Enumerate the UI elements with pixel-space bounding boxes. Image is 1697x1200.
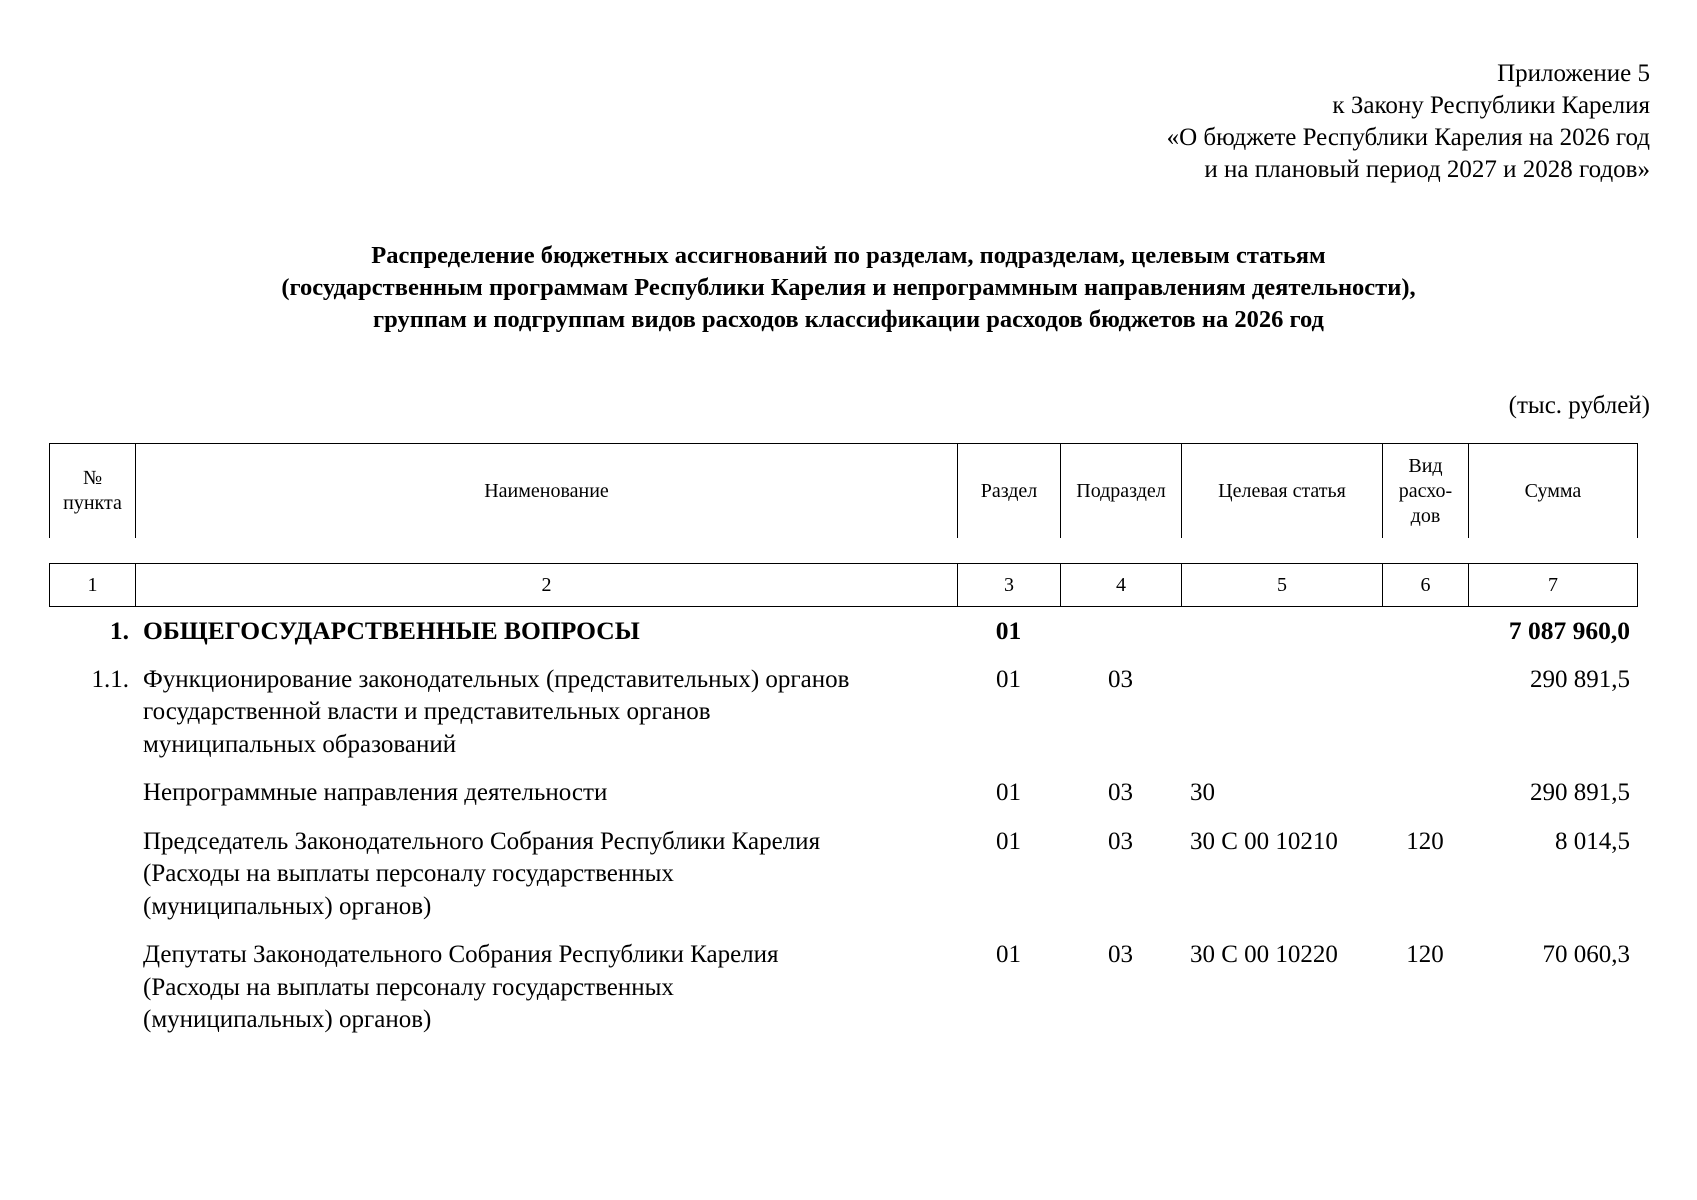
column-number: 4 [1060,564,1181,606]
title-line: Распределение бюджетных ассигнований по разделам, подразделам, целевым статьям [371,242,1326,269]
row-name [135,826,957,924]
header-target: Целевая статья [1181,444,1382,538]
row-section: 01 [996,941,1021,968]
row-target [1181,664,1382,762]
title-line: (государственным программам Республики Карелия и непрограммным направлениям деятельности), [281,274,1416,301]
row-name-line: государственной власти и представительных органов [143,698,711,725]
header-name: Наименование [135,444,957,538]
row-name-line: муниципальных образований [143,730,457,758]
column-number: 5 [1181,564,1382,606]
header-section: Раздел [957,444,1060,538]
row-subsection: 03 [1108,665,1133,693]
row-type [1382,615,1468,648]
row-subsection: 03 [1108,827,1133,855]
row-sum: 290 891,5 [1530,779,1630,806]
header-type-line: Вид [1408,454,1443,477]
row-target: 30 [1190,779,1215,806]
row-section: 01 [995,616,1022,645]
row-name-line: (Расходы на выплаты персоналу государственных [143,860,674,887]
table-row [49,664,1638,762]
row-name: Непрограммные направления деятельности [143,779,608,806]
appendix-reference [1167,58,1650,186]
appendix-line: к Закону Республики Карелия [1332,92,1650,119]
column-number: 1 [49,564,135,606]
title-line: группам и подгруппам видов расходов классификации расходов бюджетов на 2026 год [373,306,1324,333]
table-row [49,615,1638,648]
row-name-line: Депутаты Законодательного Собрания Республики Карелия [143,941,779,968]
row-num: 1. [109,616,129,645]
row-name-line: (муниципальных) органов) [143,1006,432,1033]
row-name-line: (Расходы на выплаты персоналу государственных [143,973,674,1001]
row-type: 120 [1406,941,1444,968]
row-section: 01 [996,779,1021,806]
row-name-line: (муниципальных) органов) [143,892,432,920]
column-number: 2 [135,564,957,606]
row-name: ОБЩЕГОСУДАРСТВЕННЫЕ ВОПРОСЫ [143,616,640,645]
row-subsection [1060,615,1181,648]
row-sum: 70 060,3 [1542,941,1630,968]
row-target: 30 С 00 10210 [1190,827,1338,855]
header-num-line: пункта [63,492,122,514]
row-type [1382,777,1468,810]
row-num [49,826,135,924]
row-target [1181,615,1382,648]
row-subsection: 03 [1108,941,1133,968]
row-sum: 8 014,5 [1555,827,1630,855]
column-number: 3 [957,564,1060,606]
header-num [49,444,135,538]
column-number: 6 [1382,564,1468,606]
row-name [135,664,957,762]
row-name [135,939,957,1037]
header-type-line: расхо- [1398,479,1453,502]
row-num [49,777,135,810]
header-type [1382,444,1468,538]
table-row [49,939,1638,1037]
document-title [0,240,1697,336]
row-type: 120 [1406,827,1444,855]
appendix-line: и на плановый период 2027 и 2028 годов» [1204,156,1650,183]
row-num [49,939,135,1037]
appendix-line: «О бюджете Республики Карелия на 2026 год [1166,124,1650,151]
column-number: 7 [1468,564,1638,606]
row-target: 30 С 00 10220 [1190,941,1338,968]
row-num: 1.1. [91,665,129,693]
row-sum: 7 087 960,0 [1508,616,1630,645]
header-num-line: № [82,467,103,489]
header-type-line: дов [1410,504,1441,527]
row-section: 01 [996,827,1021,855]
table-row [49,777,1638,810]
row-section: 01 [996,665,1021,693]
header-sum: Сумма [1468,444,1638,538]
row-subsection: 03 [1108,779,1133,806]
row-name-line: Председатель Законодательного Собрания Республики Карелия [143,827,821,855]
table-header [49,443,1638,538]
column-numbers [49,563,1638,607]
row-type [1382,664,1468,762]
row-name-line: Функционирование законодательных (представительных) органов [143,665,850,693]
appendix-line: Приложение 5 [1497,60,1650,87]
row-sum: 290 891,5 [1530,665,1630,693]
table-body [49,615,1638,1053]
table-row [49,826,1638,924]
header-subsection: Подраздел [1060,444,1181,538]
units-label: (тыс. рублей) [1508,392,1650,419]
